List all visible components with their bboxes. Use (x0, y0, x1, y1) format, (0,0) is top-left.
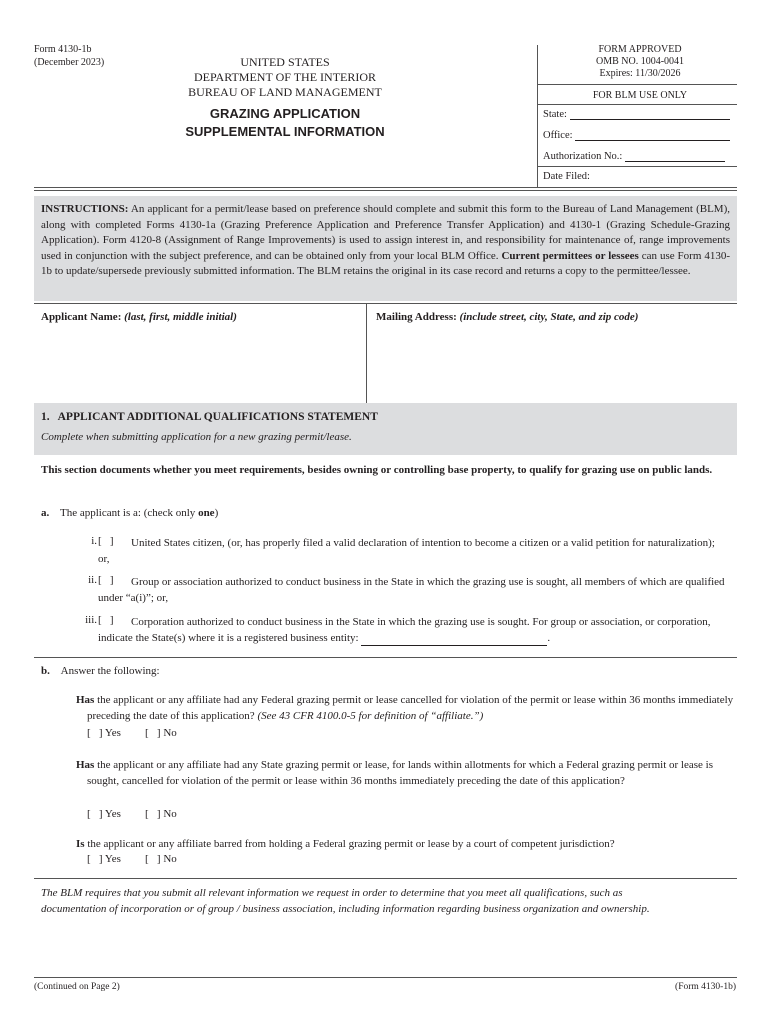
state-input-line[interactable] (570, 108, 730, 120)
instructions-text: INSTRUCTIONS: An applicant for a permit/lease based on preference should complete and submit this form to the Bureau of Land Management (BLM), along with completed Forms 4130-1a (Grazing Preference Application and Preference Transfer Application) and 4130-1 (Grazing Schedule-Grazing Application). Form 4120-8 (Assignment of Range Improvements) is used to assign interest in, and responsibility for maintenance of, range improvements used in conjunction with the subject preference, and can be obtained only from your local BLM Office. Current permittees or lessees can use Form 4130-1b to update/supersede previously submitted information. The BLM retains the original in its case record and returns a copy to the permittee/lessee. (41, 203, 730, 277)
blm-use-only: FOR BLM USE ONLY (592, 90, 688, 101)
form-date: (December 2023) (34, 57, 105, 68)
title-line-2: SUPPLEMENTAL INFORMATION (185, 124, 385, 139)
q2-yes-checkbox[interactable]: [ ] Yes (87, 808, 121, 820)
option-ii-text: Group or association authorized to conduct business in the State in which the grazing use is sought, all members of which are qualified under “a(i)”; or, (98, 576, 725, 604)
q1-no-checkbox[interactable]: [ ] No (145, 727, 177, 739)
applicant-name-field[interactable] (34, 328, 366, 400)
corporation-checkbox[interactable]: [ ] (98, 614, 114, 626)
q2-no-checkbox[interactable]: [ ] No (145, 808, 177, 820)
mailing-address-label: Mailing Address: (include street, city, State, and zip code) (376, 311, 639, 323)
agency-line-1: UNITED STATES (240, 55, 330, 69)
question-court-barred: Is the applicant or any affiliate barred from holding a Federal grazing permit or lease by a court of competent jurisdiction? (76, 838, 615, 850)
agency-line-2: DEPARTMENT OF THE INTERIOR (193, 70, 377, 84)
state-field[interactable] (543, 108, 736, 120)
agency-line-3: BUREAU OF LAND MANAGEMENT (188, 85, 382, 99)
section1-heading: 1. APPLICANT ADDITIONAL QUALIFICATIONS STATEMENT (41, 411, 378, 423)
question-federal-cancelled: Has the applicant or any affiliate had any Federal grazing permit or lease cancelled for violation of the permit or lease within 36 months immediately preceding the date of this application? (See 43 CFR 4100.0-5 for definition of “affiliate.”) (76, 694, 734, 722)
item-b: b. Answer the following: (41, 665, 160, 677)
divider (537, 104, 737, 105)
section1-subheading: Complete when submitting application for a new grazing permit/lease. (41, 431, 352, 443)
item-b-label: b. (41, 665, 50, 677)
expiration-date: Expires: 11/30/2026 (599, 68, 681, 79)
item-a: a. The applicant is a: (check only one) (41, 507, 219, 519)
authorization-label: Authorization No.: (543, 151, 623, 162)
group-association-checkbox[interactable]: [ ] (98, 574, 114, 586)
divider (34, 878, 737, 879)
instructions-panel (34, 196, 737, 301)
date-filed-label: Date Filed: (543, 171, 590, 182)
question-state-cancelled: Has the applicant or any affiliate had any State grazing permit or lease, for lands within allotments for which a Federal grazing permit or lease is sought, cancelled for violation of the permit or lease within 36 months immediately preceding the date of this application? (76, 759, 713, 787)
page-title (140, 105, 430, 141)
option-iii-number: iii. (85, 614, 97, 626)
title-line-1: GRAZING APPLICATION (209, 106, 361, 121)
footer-form-ref: (Form 4130-1b) (675, 982, 736, 992)
form-approved: FORM APPROVED (598, 44, 682, 55)
q1-yes-checkbox[interactable]: [ ] Yes (87, 727, 121, 739)
header-rule (34, 187, 737, 188)
applicant-name-label: Applicant Name: (last, first, middle initial) (41, 311, 237, 323)
authorization-input-line[interactable] (625, 150, 725, 162)
form-number: Form 4130-1b (34, 44, 92, 55)
option-ii-number: ii. (88, 574, 97, 586)
option-iii-text: Corporation authorized to conduct business in the State in which the grazing use is sought. For group or association, or corporation, indicate the State(s) where it is a registered business entity: . (98, 616, 711, 644)
item-a-label: a. (41, 507, 50, 519)
agency-block (150, 55, 420, 100)
header-rule (34, 190, 737, 191)
registered-states-input[interactable] (361, 633, 547, 646)
q3-no-checkbox[interactable]: [ ] No (145, 853, 177, 865)
office-label: Office: (543, 130, 573, 141)
office-field[interactable] (543, 129, 736, 141)
q3-yes-checkbox[interactable]: [ ] Yes (87, 853, 121, 865)
authorization-field[interactable] (543, 150, 736, 162)
divider (537, 84, 737, 85)
current-permittees-note: Current permittees or lessees (501, 249, 639, 262)
option-i-number: i. (91, 535, 97, 547)
divider (34, 657, 737, 658)
section1-header (34, 403, 737, 455)
mailing-address-field[interactable] (367, 328, 737, 400)
divider (537, 166, 737, 167)
citizen-checkbox[interactable]: [ ] (98, 535, 114, 547)
office-input-line[interactable] (575, 129, 730, 141)
omb-block (545, 44, 735, 80)
divider (34, 303, 737, 304)
state-label: State: (543, 109, 567, 120)
footer-rule (34, 977, 737, 978)
option-i-text: United States citizen, (or, has properly filed a valid declaration of intention to become a citizen or a valid petition for naturalization); or, (98, 537, 715, 565)
form-id (34, 43, 104, 69)
omb-number: OMB NO. 1004-0041 (595, 56, 685, 67)
instructions-label: INSTRUCTIONS: (41, 203, 129, 215)
continued-note: (Continued on Page 2) (34, 982, 120, 992)
qualification-note: The BLM requires that you submit all relevant information we request in order to determine that you meet all qualifications, such as documentation of incorporation or of group / business association, including information regarding business organization and ownership. (41, 887, 650, 915)
section1-intro: This section documents whether you meet requirements, besides owning or controlling base property, to qualify for grazing use on public lands. (41, 464, 713, 476)
